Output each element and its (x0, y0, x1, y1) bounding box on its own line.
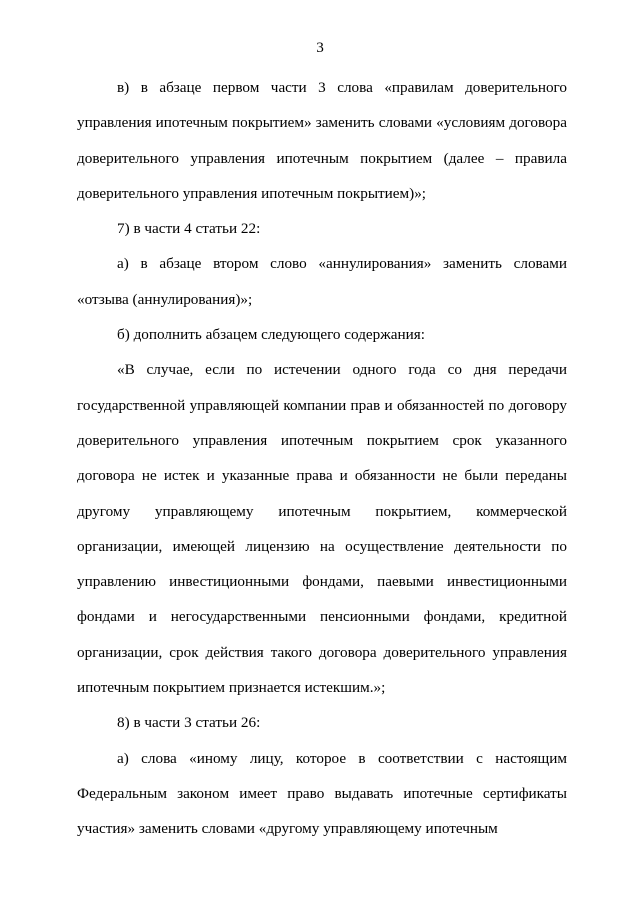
paragraph-quote: «В случае, если по истечении одного года со дня передачи государственной управляющей компании прав и обязанностей по договору доверительного управления ипотечным покрытием срок указанного договора не истек и указанные права и обязанности не были переданы другому управляющему ипотечным покрытием, коммерческой организации, имеющей лицензию на осуществление деятельности по управлению инвестиционными фондами, паевыми инвестиционными фондами и негосударственными пенсионными фондами, кредитной организации, срок действия такого договора доверительного управления ипотечным покрытием признается истекшим.»; (77, 361, 567, 697)
paragraph-item-8: 8) в части 3 статьи 26: (117, 714, 261, 732)
document-body (77, 70, 567, 847)
paragraph-a-2: а) слова «иному лицу, которое в соответствии с настоящим Федеральным законом имеет право выдавать ипотечные сертификаты участия» заменить словами «другому управляющему ипотечным (77, 749, 567, 838)
page-number: 3 (316, 39, 324, 56)
paragraph-v: в) в абзаце первом части 3 слова «правилам доверительного управления ипотечным покрытием» заменить словами «условиям договора доверительного управления ипотечным покрытием (далее – правила доверительного управления ипотечным покрытием)»; (77, 79, 567, 202)
paragraph-a: а) в абзаце втором слово «аннулирования» заменить словами «отзыва (аннулирования)»; (77, 255, 567, 308)
paragraph-b: б) дополнить абзацем следующего содержания: (117, 326, 425, 344)
paragraph-item-7: 7) в части 4 статьи 22: (117, 220, 261, 238)
